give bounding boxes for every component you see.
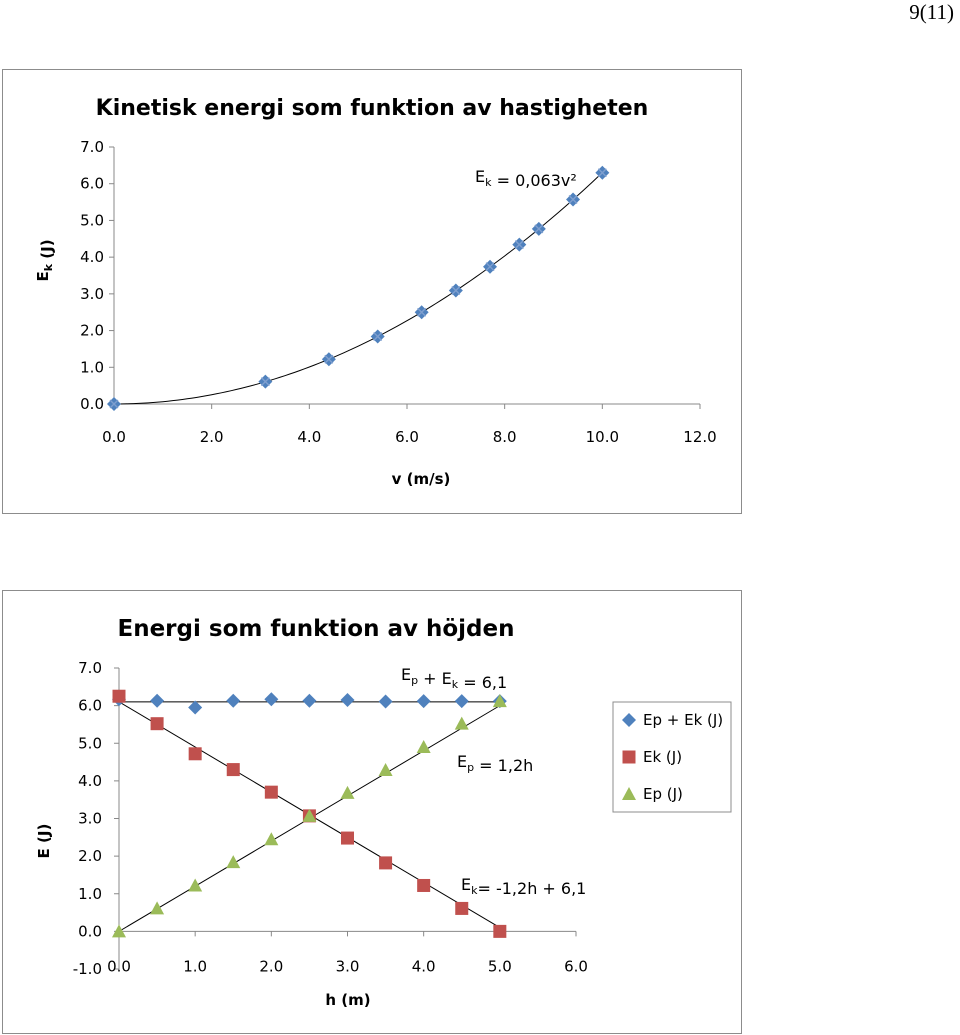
data-point bbox=[379, 856, 392, 869]
legend-marker bbox=[623, 751, 636, 764]
legend-label: Ep (J) bbox=[643, 785, 683, 803]
x-tick-label: 5.0 bbox=[487, 957, 512, 976]
y-tick-label: 3.0 bbox=[78, 809, 102, 828]
y-tick-label: 5.0 bbox=[78, 734, 102, 753]
data-point bbox=[227, 763, 240, 776]
data-point bbox=[455, 717, 469, 730]
y-axis-label: E (J) bbox=[35, 823, 53, 859]
data-point bbox=[417, 694, 431, 708]
data-point bbox=[113, 690, 126, 703]
data-point bbox=[455, 694, 469, 708]
data-point bbox=[493, 925, 506, 938]
data-point bbox=[264, 692, 278, 706]
y-tick-label: 4.0 bbox=[80, 248, 104, 267]
x-axis-label: h (m) bbox=[325, 991, 371, 1009]
x-tick-label: 4.0 bbox=[297, 428, 322, 446]
data-point bbox=[226, 694, 240, 708]
legend-label: Ep + Ek (J) bbox=[643, 711, 724, 729]
data-point bbox=[417, 740, 431, 753]
x-tick-label: 6.0 bbox=[564, 957, 588, 976]
y-tick-label: 7.0 bbox=[78, 659, 102, 677]
x-tick-label: 1.0 bbox=[183, 957, 208, 976]
y-tick-label: 1.0 bbox=[78, 884, 102, 903]
y-tick-label: 7.0 bbox=[80, 138, 104, 156]
y-tick-label: 0.0 bbox=[78, 922, 102, 941]
chart-title: Energi som funktion av höjden bbox=[117, 616, 515, 642]
data-point bbox=[341, 693, 355, 707]
energy-height-plot bbox=[3, 591, 741, 1033]
data-point bbox=[150, 901, 164, 914]
x-tick-label: 4.0 bbox=[411, 957, 436, 976]
energy-height-chart bbox=[2, 590, 742, 1034]
y-tick-label: 4.0 bbox=[78, 771, 102, 790]
legend-label: Ek (J) bbox=[643, 748, 683, 766]
equation-label: $E_p = 1,2h$ bbox=[457, 752, 534, 775]
y-tick-label: 1.0 bbox=[80, 358, 104, 377]
x-tick-label: 2.0 bbox=[259, 957, 284, 976]
data-point bbox=[379, 763, 393, 776]
data-point bbox=[379, 694, 393, 708]
y-axis-label: $E_k$ (J) bbox=[34, 239, 56, 282]
x-tick-label: 0.0 bbox=[107, 957, 131, 976]
x-tick-label: 10.0 bbox=[585, 428, 620, 446]
kinetic-energy-plot bbox=[3, 70, 741, 513]
equation-label: $E_k= -1,2h + 6,1$ bbox=[461, 875, 587, 898]
y-tick-label: 2.0 bbox=[80, 321, 104, 340]
data-point bbox=[150, 694, 164, 708]
equation-label: $E_p + E_k = 6,1$ bbox=[401, 665, 508, 692]
data-point bbox=[455, 902, 468, 915]
data-point bbox=[302, 694, 316, 708]
x-tick-label: 6.0 bbox=[395, 428, 419, 446]
data-point bbox=[151, 717, 164, 730]
data-point bbox=[188, 878, 202, 891]
y-tick-label: 2.0 bbox=[78, 847, 102, 866]
page-number: 9(11) bbox=[909, 0, 954, 24]
x-tick-label: 0.0 bbox=[102, 428, 126, 446]
y-tick-label: 0.0 bbox=[80, 395, 104, 413]
kinetic-energy-chart bbox=[2, 69, 742, 514]
data-point bbox=[341, 832, 354, 845]
x-tick-label: 2.0 bbox=[199, 428, 224, 446]
y-tick-label: 6.0 bbox=[78, 696, 102, 715]
x-tick-label: 12.0 bbox=[683, 428, 717, 446]
data-point bbox=[341, 786, 355, 799]
data-point bbox=[226, 855, 240, 868]
fit-curve bbox=[114, 173, 602, 404]
data-point bbox=[189, 747, 202, 760]
data-point bbox=[265, 786, 278, 799]
x-tick-label: 3.0 bbox=[335, 957, 360, 976]
equation-label: $E_k = 0,063v^2$ bbox=[475, 167, 577, 190]
data-point bbox=[188, 701, 202, 715]
y-tick-label: 5.0 bbox=[80, 211, 104, 230]
x-tick-label: 8.0 bbox=[492, 428, 517, 446]
chart-title: Kinetisk energi som funktion av hastigheten bbox=[95, 96, 649, 121]
data-point bbox=[417, 879, 430, 892]
y-tick-label: -1.0 bbox=[72, 960, 102, 978]
x-axis-label: v (m/s) bbox=[391, 470, 451, 488]
y-tick-label: 6.0 bbox=[80, 174, 104, 193]
y-tick-label: 3.0 bbox=[80, 284, 104, 303]
